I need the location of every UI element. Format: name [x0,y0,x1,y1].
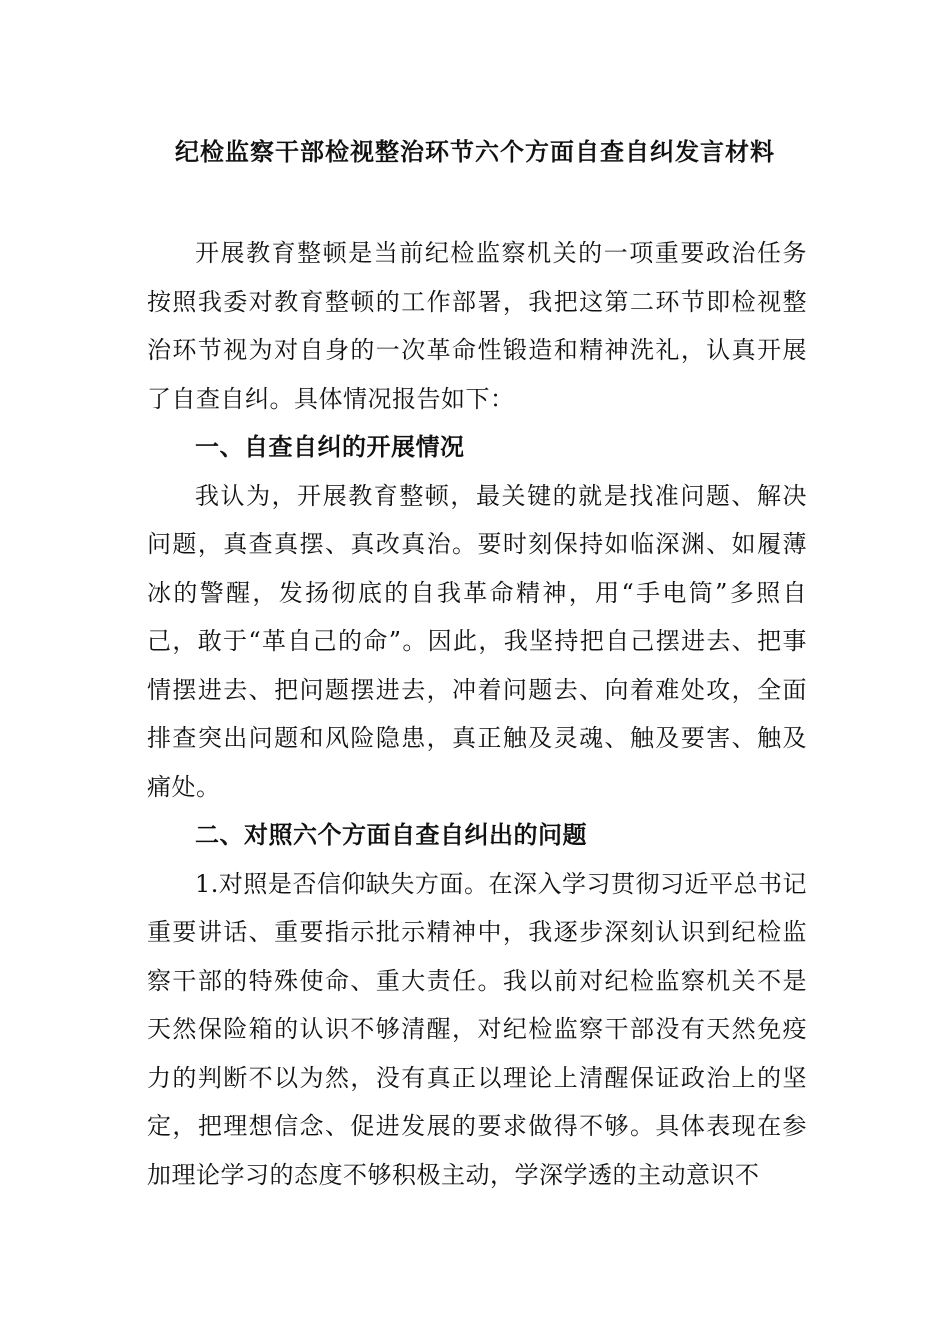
section-1-heading: 一、自查自纠的开展情况 [195,432,465,461]
document-body [147,229,807,1199]
section-2-item-1-paragraph: 1.对照是否信仰缺失方面。在深入学习贯彻习近平总书记重要讲话、重要指示批示精神中，我逐步深刻认识到纪检监察干部的特殊使命、重大责任。我以前对纪检监察机关不是天然保险箱的认识不够清醒，对纪检监察干部没有天然免疫力的判断不以为然，没有真正以理论上清醒保证政治上的坚定，把理想信念、促进发展的要求做得不够。具体表现在参加理论学习的态度不够积极主动，学深学透的主动意识不 [147,869,807,1189]
intro-paragraph: 开展教育整顿是当前纪检监察机关的一项重要政治任务按照我委对教育整顿的工作部署，我把这第二环节即检视整治环节视为对自身的一次革命性锻造和精神洗礼，认真开展了自查自纠。具体情况报告如下： [147,239,807,413]
document-title: 纪检监察干部检视整治环节六个方面自查自纠发言材料 [175,137,775,166]
section-1-paragraph: 我认为，开展教育整顿，最关键的就是找准问题、解决问题，真查真摆、真改真治。要时刻保持如临深渊、如履薄冰的警醒，发扬彻底的自我革命精神，用“手电筒”多照自己，敢于“革自己的命”。因此，我坚持把自己摆进去、把事情摆进去、把问题摆进去，冲着问题去、向着难处攻，全面排查突出问题和风险隐患，真正触及灵魂、触及要害、触及痛处。 [147,481,807,801]
section-2-heading: 二、对照六个方面自查自纠出的问题 [195,820,587,849]
